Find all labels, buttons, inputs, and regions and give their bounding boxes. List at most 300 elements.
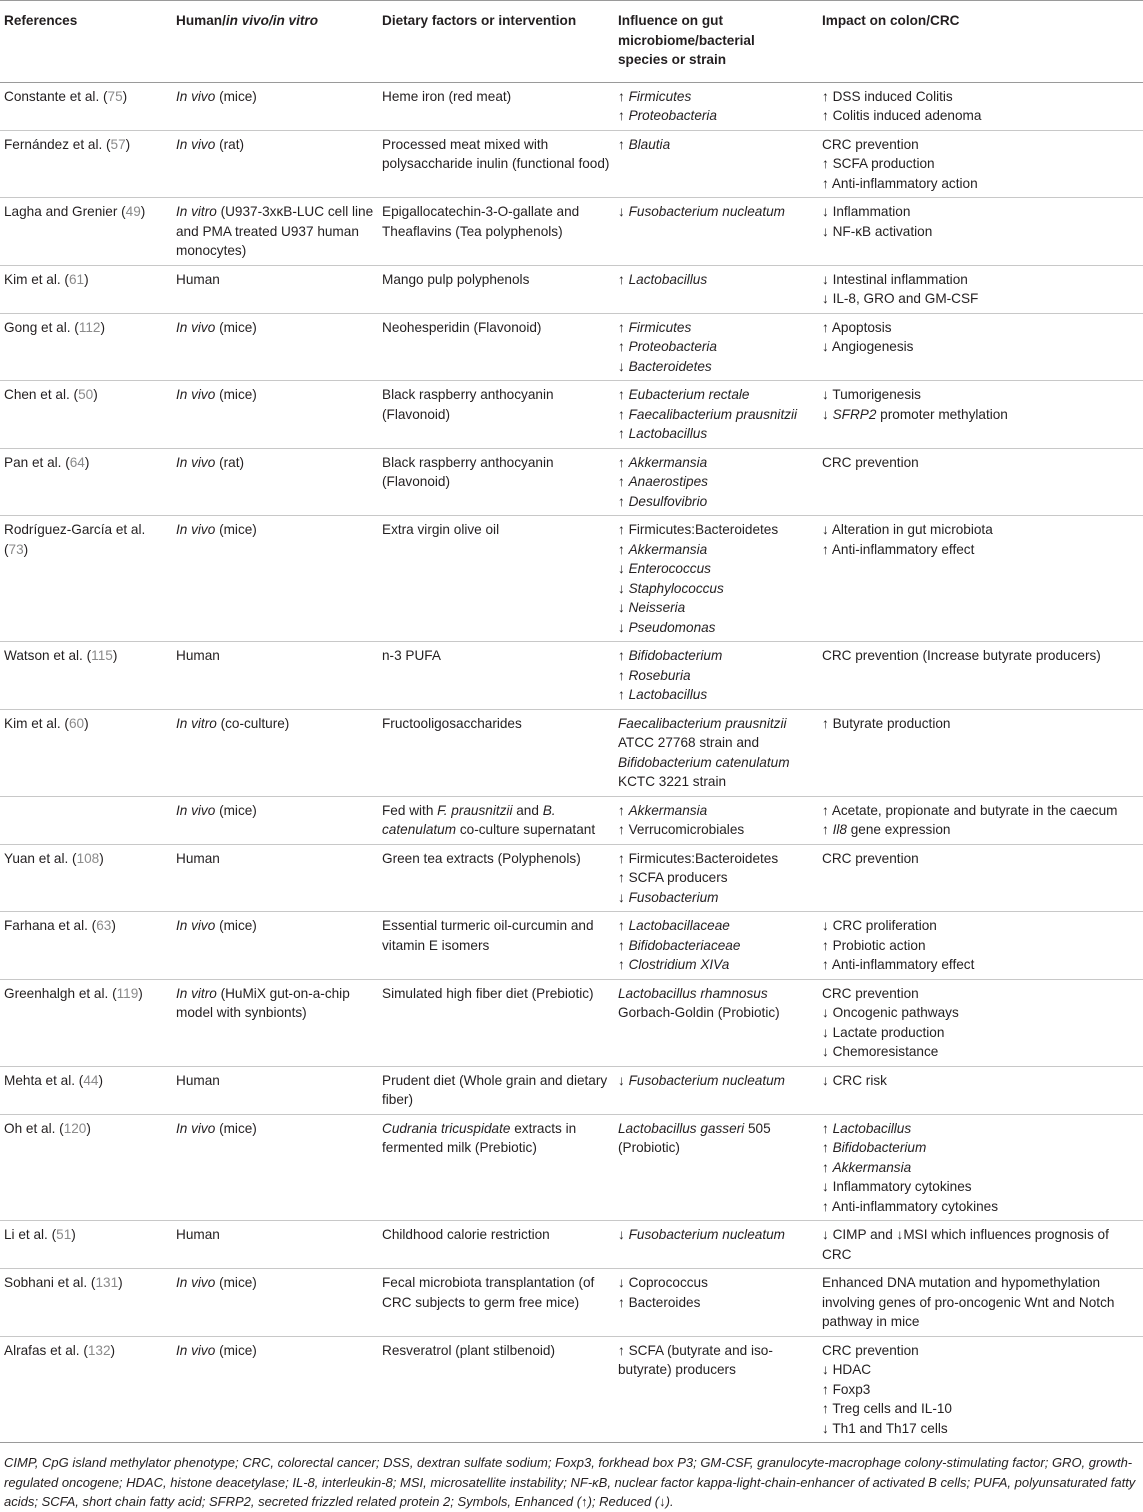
influence-taxon: Clostridium XIVa bbox=[628, 957, 730, 972]
impact-text: Inflammatory cytokines bbox=[832, 1179, 972, 1194]
model-detail: (mice) bbox=[215, 1275, 257, 1290]
reference-close: ) bbox=[98, 1072, 103, 1088]
reference-name: Alrafas et al. ( bbox=[4, 1342, 88, 1358]
reference-citation: 108 bbox=[76, 850, 100, 866]
cell-reference bbox=[0, 82, 172, 130]
impact-gene: Il8 bbox=[832, 822, 847, 837]
model-detail: (mice) bbox=[215, 88, 257, 104]
dietary-text: Green tea extracts (Polyphenols) bbox=[382, 850, 581, 866]
header-model bbox=[172, 1, 378, 83]
influence-symbol: ↑ bbox=[618, 957, 629, 972]
cell-influence bbox=[614, 642, 818, 710]
reference-close: ) bbox=[93, 387, 98, 402]
model-type: In vitro bbox=[176, 204, 217, 219]
influence-taxon: Bifidobacterium bbox=[628, 648, 723, 663]
reference-citation: 112 bbox=[78, 319, 101, 335]
impact-text: Lactobacillus bbox=[832, 1120, 912, 1136]
dietary-text: Fed with bbox=[382, 802, 438, 818]
header-impact-label: Impact on colon/CRC bbox=[822, 13, 960, 28]
cell-dietary bbox=[378, 82, 614, 130]
impact-line bbox=[822, 1119, 1139, 1139]
influence-line bbox=[618, 955, 814, 975]
cell-reference bbox=[0, 1066, 172, 1114]
influence-taxon: Eubacterium rectale bbox=[628, 387, 750, 402]
cell-impact bbox=[818, 912, 1143, 980]
influence-taxon: Lactobacillaceae bbox=[628, 918, 730, 933]
table-row bbox=[0, 1114, 1143, 1221]
impact-line: ↑ Foxp3 bbox=[822, 1381, 871, 1397]
dietary-text: Heme iron (red meat) bbox=[382, 88, 512, 104]
model-type: In vivo bbox=[176, 802, 216, 818]
cell-reference bbox=[0, 448, 172, 516]
dietary-text: co-culture supernatant bbox=[456, 822, 596, 837]
influence-line bbox=[618, 579, 814, 599]
cell-dietary bbox=[378, 198, 614, 266]
reference-close: ) bbox=[111, 918, 116, 933]
cell-reference bbox=[0, 844, 172, 912]
reference-citation: 73 bbox=[8, 541, 24, 557]
reference-name: Greenhalgh et al. ( bbox=[4, 985, 117, 1001]
influence-symbol: ↑ bbox=[618, 918, 629, 933]
influence-line bbox=[618, 888, 814, 908]
influence-symbol: ↑ bbox=[618, 406, 629, 422]
impact-symbol: ↑ bbox=[822, 1140, 833, 1155]
impact-line: ↑ Butyrate production bbox=[822, 715, 951, 731]
model-detail: Human bbox=[176, 1227, 220, 1242]
cell-dietary bbox=[378, 313, 614, 381]
cell-dietary bbox=[378, 642, 614, 710]
cell-model bbox=[172, 979, 378, 1066]
cell-influence bbox=[614, 979, 818, 1066]
model-detail: Human bbox=[176, 648, 220, 663]
table-row bbox=[0, 313, 1143, 381]
reference-close: ) bbox=[86, 1120, 91, 1136]
influence-line bbox=[618, 1341, 814, 1380]
influence-text: KCTC 3221 strain bbox=[618, 774, 727, 789]
cell-model bbox=[172, 709, 378, 796]
cell-reference bbox=[0, 381, 172, 449]
reference-name: Constante et al. ( bbox=[4, 88, 108, 104]
impact-line: ↑ SCFA production bbox=[822, 156, 935, 171]
impact-text: Akkermansia bbox=[832, 1159, 912, 1175]
reference-close: ) bbox=[112, 648, 118, 663]
impact-line: CRC prevention bbox=[822, 850, 919, 866]
influence-line bbox=[618, 936, 814, 956]
header-references bbox=[0, 1, 172, 83]
cell-reference bbox=[0, 979, 172, 1066]
cell-dietary bbox=[378, 1336, 614, 1443]
influence-symbol: ↓ bbox=[618, 619, 629, 635]
cell-impact bbox=[818, 1066, 1143, 1114]
influence-line bbox=[618, 472, 814, 492]
impact-line: CRC prevention bbox=[822, 985, 919, 1001]
table-row bbox=[0, 642, 1143, 710]
influence-line bbox=[618, 270, 814, 290]
cell-influence bbox=[614, 844, 818, 912]
impact-symbol: ↑ bbox=[822, 822, 833, 837]
cell-influence bbox=[614, 198, 818, 266]
dietary-text: Essential turmeric oil-curcumin and vitamin E isomers bbox=[382, 918, 594, 953]
header-influence-line: microbiome/bacterial bbox=[618, 32, 755, 48]
impact-line: ↓ HDAC bbox=[822, 1362, 872, 1377]
influence-taxon: Firmicutes bbox=[628, 88, 692, 104]
influence-line bbox=[618, 1071, 814, 1091]
footnote: CIMP, CpG island methylator phenotype; CRC, colorectal cancer; DSS, dextran sulfate sodium; Foxp3, forkhead box P3; GM-CSF, granulocyte-macrophage colony-stimulating factor; GRO, growth-regulated oncogene; HDAC, histone deacetylase; IL-8, interleukin-8; MSI, microsatellite instability; NF-κB, nuclear factor kappa-light-chain-enhancer of activated B cells; PUFA, polyunsaturated fatty acids; SCFA, short chain fatty acid; SFRP2, secreted frizzled related protein 2; Symbols, Enhanced (↑); Reduced (↓). bbox=[4, 1455, 1136, 1509]
reference-citation: 63 bbox=[96, 918, 112, 933]
influence-taxon: Bifidobacterium catenulatum bbox=[618, 754, 790, 770]
influence-taxon: Enterococcus bbox=[628, 561, 711, 576]
cell-impact bbox=[818, 198, 1143, 266]
influence-line bbox=[618, 1225, 814, 1245]
influence-symbol: ↑ bbox=[618, 667, 629, 683]
dietary-text: Fructooligosaccharides bbox=[382, 715, 522, 731]
impact-line: ↑ Anti-inflammatory action bbox=[822, 175, 978, 191]
influence-line bbox=[618, 540, 814, 560]
influence-symbol: ↓ bbox=[618, 889, 629, 905]
reference-close: ) bbox=[84, 454, 90, 470]
table-row bbox=[0, 516, 1143, 642]
reference-close: ) bbox=[125, 136, 131, 152]
impact-symbol: ↑ bbox=[822, 1159, 833, 1175]
cell-reference bbox=[0, 1114, 172, 1221]
influence-symbol: ↓ bbox=[618, 1227, 629, 1242]
dietary-text: n-3 PUFA bbox=[382, 648, 441, 663]
influence-taxon: Firmicutes bbox=[628, 319, 692, 335]
influence-taxon: Lactobacillus bbox=[628, 426, 708, 441]
table-row bbox=[0, 796, 1143, 844]
influence-text: Gorbach-Goldin (Probiotic) bbox=[618, 1005, 780, 1020]
cell-reference bbox=[0, 198, 172, 266]
table-row bbox=[0, 82, 1143, 130]
cell-influence bbox=[614, 265, 818, 313]
influence-taxon: Fusobacterium nucleatum bbox=[628, 204, 785, 219]
cell-dietary bbox=[378, 265, 614, 313]
cell-impact bbox=[818, 265, 1143, 313]
model-detail: (co-culture) bbox=[216, 715, 290, 731]
dietary-text: Epigallocatechin-3-O-gallate and Theaflavins (Tea polyphenols) bbox=[382, 204, 580, 239]
cell-influence bbox=[614, 516, 818, 642]
cell-model bbox=[172, 313, 378, 381]
table-row bbox=[0, 979, 1143, 1066]
cell-dietary bbox=[378, 1221, 614, 1269]
impact-line: ↓ Angiogenesis bbox=[822, 339, 914, 354]
cell-model bbox=[172, 516, 378, 642]
cell-dietary bbox=[378, 912, 614, 980]
table-row bbox=[0, 912, 1143, 980]
dietary-text: Processed meat mixed with polysaccharide inulin (functional food) bbox=[382, 136, 610, 171]
reference-name: Oh et al. ( bbox=[4, 1120, 64, 1136]
reference-citation: 120 bbox=[63, 1120, 87, 1136]
dietary-italic: F. prausnitzii bbox=[437, 802, 513, 818]
model-type: In vivo bbox=[176, 1275, 216, 1290]
reference-close: ) bbox=[140, 204, 146, 219]
influence-taxon: Firmicutes:Bacteroidetes bbox=[628, 522, 779, 537]
impact-text: gene expression bbox=[846, 822, 951, 837]
table-row bbox=[0, 844, 1143, 912]
influence-line bbox=[618, 646, 814, 666]
cell-impact bbox=[818, 796, 1143, 844]
influence-line bbox=[618, 916, 814, 936]
impact-line: CRC prevention bbox=[822, 1342, 919, 1358]
influence-taxon: Desulfovibrio bbox=[628, 493, 708, 509]
cell-reference bbox=[0, 130, 172, 198]
header-references-label: References bbox=[4, 13, 78, 28]
influence-symbol: ↓ bbox=[618, 600, 629, 615]
impact-symbol: ↑ bbox=[822, 1120, 833, 1136]
impact-text: Anti-inflammatory cytokines bbox=[831, 1198, 999, 1214]
influence-line bbox=[618, 318, 814, 338]
dietary-italic: B. catenulatum bbox=[382, 802, 556, 837]
influence-taxon: Blautia bbox=[628, 136, 671, 152]
impact-text: Bifidobacterium bbox=[832, 1140, 927, 1155]
reference-close: ) bbox=[138, 985, 143, 1001]
impact-line: ↑ Acetate, propionate and butyrate in the caecum bbox=[822, 802, 1118, 818]
influence-line bbox=[618, 598, 814, 618]
cell-model bbox=[172, 198, 378, 266]
cell-model bbox=[172, 82, 378, 130]
impact-line bbox=[822, 1158, 1139, 1178]
influence-symbol: ↑ bbox=[618, 687, 629, 702]
table-row bbox=[0, 1336, 1143, 1443]
reference-name: Farhana et al. ( bbox=[4, 918, 97, 933]
impact-line: ↑ Apoptosis bbox=[822, 319, 892, 335]
impact-line bbox=[822, 1177, 1139, 1197]
influence-symbol: ↑ bbox=[618, 648, 629, 663]
cell-impact bbox=[818, 1114, 1143, 1221]
model-type: In vivo bbox=[176, 1120, 216, 1136]
influence-line bbox=[618, 337, 814, 357]
cell-impact bbox=[818, 130, 1143, 198]
reference-name: Pan et al. ( bbox=[4, 454, 70, 470]
cell-reference bbox=[0, 313, 172, 381]
influence-taxon: Proteobacteria bbox=[628, 108, 717, 123]
model-type: In vivo bbox=[176, 918, 216, 933]
influence-symbol: ↓ bbox=[618, 561, 629, 576]
influence-symbol: ↑ bbox=[618, 522, 629, 537]
influence-symbol: ↑ bbox=[618, 493, 629, 509]
cell-impact bbox=[818, 709, 1143, 796]
influence-symbol: ↑ bbox=[618, 802, 629, 818]
cell-dietary bbox=[378, 979, 614, 1066]
model-detail: (U937-3xκB-LUC cell line and PMA treated U937 human monocytes) bbox=[176, 204, 374, 258]
cell-influence bbox=[614, 448, 818, 516]
influence-symbol: ↓ bbox=[618, 580, 629, 596]
dietary-text: Simulated high fiber diet (Prebiotic) bbox=[382, 985, 594, 1001]
model-detail: (rat) bbox=[215, 136, 244, 152]
reference-name: Yuan et al. ( bbox=[4, 850, 77, 866]
dietary-text: Mango pulp polyphenols bbox=[382, 271, 530, 287]
influence-line bbox=[618, 666, 814, 686]
influence-taxon: Lactobacillus gasseri bbox=[618, 1120, 745, 1136]
cell-model bbox=[172, 448, 378, 516]
cell-dietary bbox=[378, 1269, 614, 1337]
reference-name: Li et al. ( bbox=[4, 1227, 57, 1242]
influence-taxon: SCFA producers bbox=[628, 870, 728, 885]
reference-citation: 132 bbox=[87, 1342, 111, 1358]
influence-symbol: ↑ bbox=[618, 339, 629, 354]
reference-close: ) bbox=[122, 88, 128, 104]
influence-line bbox=[618, 685, 814, 705]
reference-name: Fernández et al. ( bbox=[4, 136, 111, 152]
influence-taxon: Staphylococcus bbox=[628, 580, 724, 596]
model-detail: Human bbox=[176, 850, 220, 866]
model-detail: Human bbox=[176, 271, 220, 287]
impact-line bbox=[822, 1138, 1139, 1158]
influence-taxon: Fusobacterium bbox=[628, 889, 719, 905]
cell-influence bbox=[614, 130, 818, 198]
model-detail: (mice) bbox=[215, 802, 257, 818]
influence-symbol: ↑ bbox=[618, 1294, 629, 1310]
influence-taxon: Coprococcus bbox=[628, 1275, 708, 1290]
cell-impact bbox=[818, 82, 1143, 130]
influence-symbol: ↑ bbox=[618, 850, 629, 866]
influence-line bbox=[618, 492, 814, 512]
model-type: In vivo bbox=[176, 454, 216, 470]
reference-close: ) bbox=[99, 850, 104, 866]
cell-model bbox=[172, 642, 378, 710]
influence-taxon: Firmicutes:Bacteroidetes bbox=[628, 850, 779, 866]
influence-line bbox=[618, 87, 814, 107]
impact-line: ↓ Inflammation bbox=[822, 204, 911, 219]
impact-line: ↑ Treg cells and IL-10 bbox=[822, 1401, 952, 1416]
reference-citation: 119 bbox=[116, 985, 139, 1001]
dietary-text: Black raspberry anthocyanin (Flavonoid) bbox=[382, 454, 554, 489]
cell-influence bbox=[614, 82, 818, 130]
reference-name: Watson et al. ( bbox=[4, 648, 92, 663]
cell-reference bbox=[0, 265, 172, 313]
table-row bbox=[0, 1269, 1143, 1337]
model-detail: (mice) bbox=[215, 918, 257, 933]
impact-line: ↑ Anti-inflammatory effect bbox=[822, 957, 975, 972]
cell-impact bbox=[818, 642, 1143, 710]
cell-impact bbox=[818, 1221, 1143, 1269]
dietary-italic: Cudrania tricuspidate bbox=[382, 1120, 511, 1136]
reference-citation: 57 bbox=[110, 136, 126, 152]
cell-dietary bbox=[378, 796, 614, 844]
influence-line bbox=[618, 106, 814, 126]
reference-citation: 131 bbox=[95, 1275, 119, 1290]
influence-line bbox=[618, 202, 814, 222]
header-model-human: Human/ bbox=[176, 13, 226, 28]
model-type: In vivo bbox=[176, 1342, 216, 1358]
cell-dietary bbox=[378, 516, 614, 642]
reference-citation: 51 bbox=[56, 1227, 72, 1242]
reference-citation: 60 bbox=[68, 715, 85, 731]
cell-influence bbox=[614, 1221, 818, 1269]
reference-citation: 49 bbox=[125, 204, 141, 219]
cell-dietary bbox=[378, 844, 614, 912]
reference-name: Gong et al. ( bbox=[4, 319, 79, 335]
impact-line: CRC prevention bbox=[822, 136, 919, 152]
influence-symbol: ↑ bbox=[618, 136, 629, 152]
cell-influence bbox=[614, 1114, 818, 1221]
reference-close: ) bbox=[110, 1342, 116, 1358]
influence-line bbox=[618, 618, 814, 638]
model-detail: (rat) bbox=[215, 454, 244, 470]
influence-taxon: Lactobacillus rhamnosus bbox=[618, 985, 768, 1001]
influence-line bbox=[618, 849, 814, 869]
influence-line bbox=[618, 405, 814, 425]
impact-line: ↓ IL-8, GRO and GM-CSF bbox=[822, 291, 979, 306]
model-type: In vivo bbox=[176, 387, 216, 402]
cell-dietary bbox=[378, 709, 614, 796]
cell-impact bbox=[818, 844, 1143, 912]
dietary-text: and bbox=[512, 802, 543, 818]
header-influence-line: Influence on gut bbox=[618, 13, 723, 28]
model-type: In vivo bbox=[176, 136, 216, 152]
table-body bbox=[0, 82, 1143, 1443]
cell-reference bbox=[0, 516, 172, 642]
cell-reference bbox=[0, 912, 172, 980]
dietary-text: Resveratrol (plant stilbenoid) bbox=[382, 1342, 556, 1358]
reference-close: ) bbox=[118, 1275, 123, 1290]
cell-model bbox=[172, 130, 378, 198]
impact-line: ↓ CRC risk bbox=[822, 1072, 887, 1088]
cell-reference bbox=[0, 642, 172, 710]
reference-close: ) bbox=[23, 541, 29, 557]
influence-symbol: ↑ bbox=[618, 1342, 629, 1358]
cell-model bbox=[172, 1221, 378, 1269]
dietary-text: extracts in fermented milk (Prebiotic) bbox=[382, 1120, 577, 1155]
reference-name: Lagha and Grenier ( bbox=[4, 204, 126, 219]
influence-symbol: ↑ bbox=[618, 541, 629, 557]
influence-line bbox=[618, 801, 814, 821]
header-model-italic: in vivo/in vitro bbox=[225, 13, 319, 28]
influence-taxon: Akkermansia bbox=[628, 454, 708, 470]
cell-model bbox=[172, 1269, 378, 1337]
influence-symbol: ↑ bbox=[618, 454, 629, 470]
cell-model bbox=[172, 1114, 378, 1221]
dietary-text: Prudent diet (Whole grain and dietary fiber) bbox=[382, 1072, 608, 1107]
influence-taxon: Bacteroidetes bbox=[628, 358, 712, 374]
influence-taxon: Fusobacterium nucleatum bbox=[628, 1227, 785, 1242]
table-row bbox=[0, 709, 1143, 796]
cell-model bbox=[172, 381, 378, 449]
model-type: In vivo bbox=[176, 522, 216, 537]
model-type: In vivo bbox=[176, 319, 216, 335]
model-detail: (mice) bbox=[215, 1342, 257, 1358]
dietary-text: Neohesperidin (Flavonoid) bbox=[382, 319, 542, 335]
cell-influence bbox=[614, 381, 818, 449]
reference-close: ) bbox=[84, 715, 89, 731]
influence-text: ATCC 27768 strain and bbox=[618, 735, 760, 750]
impact-symbol: ↓ bbox=[822, 1179, 833, 1194]
cell-influence bbox=[614, 313, 818, 381]
cell-model bbox=[172, 796, 378, 844]
influence-line bbox=[618, 520, 814, 540]
influence-taxon: Roseburia bbox=[628, 667, 691, 683]
cell-model bbox=[172, 912, 378, 980]
table-row bbox=[0, 1221, 1143, 1269]
influence-taxon: Bifidobacteriaceae bbox=[628, 937, 741, 953]
cell-influence bbox=[614, 796, 818, 844]
model-type: In vivo bbox=[176, 88, 216, 104]
influence-symbol: ↑ bbox=[618, 937, 629, 953]
cell-impact bbox=[818, 979, 1143, 1066]
impact-line: ↓ CIMP and ↓MSI which influences prognosis of CRC bbox=[822, 1227, 1109, 1262]
cell-dietary bbox=[378, 1114, 614, 1221]
impact-line: ↓ Intestinal inflammation bbox=[822, 271, 968, 287]
model-type: In vitro bbox=[176, 715, 217, 731]
table-row bbox=[0, 265, 1143, 313]
cell-reference bbox=[0, 1336, 172, 1443]
reference-name: Sobhani et al. ( bbox=[4, 1275, 96, 1290]
reference-citation: 115 bbox=[91, 648, 113, 663]
reference-citation: 75 bbox=[107, 88, 123, 104]
impact-symbol: ↑ bbox=[822, 1198, 832, 1214]
reference-name: Kim et al. ( bbox=[4, 271, 69, 287]
influence-symbol: ↑ bbox=[618, 271, 629, 287]
